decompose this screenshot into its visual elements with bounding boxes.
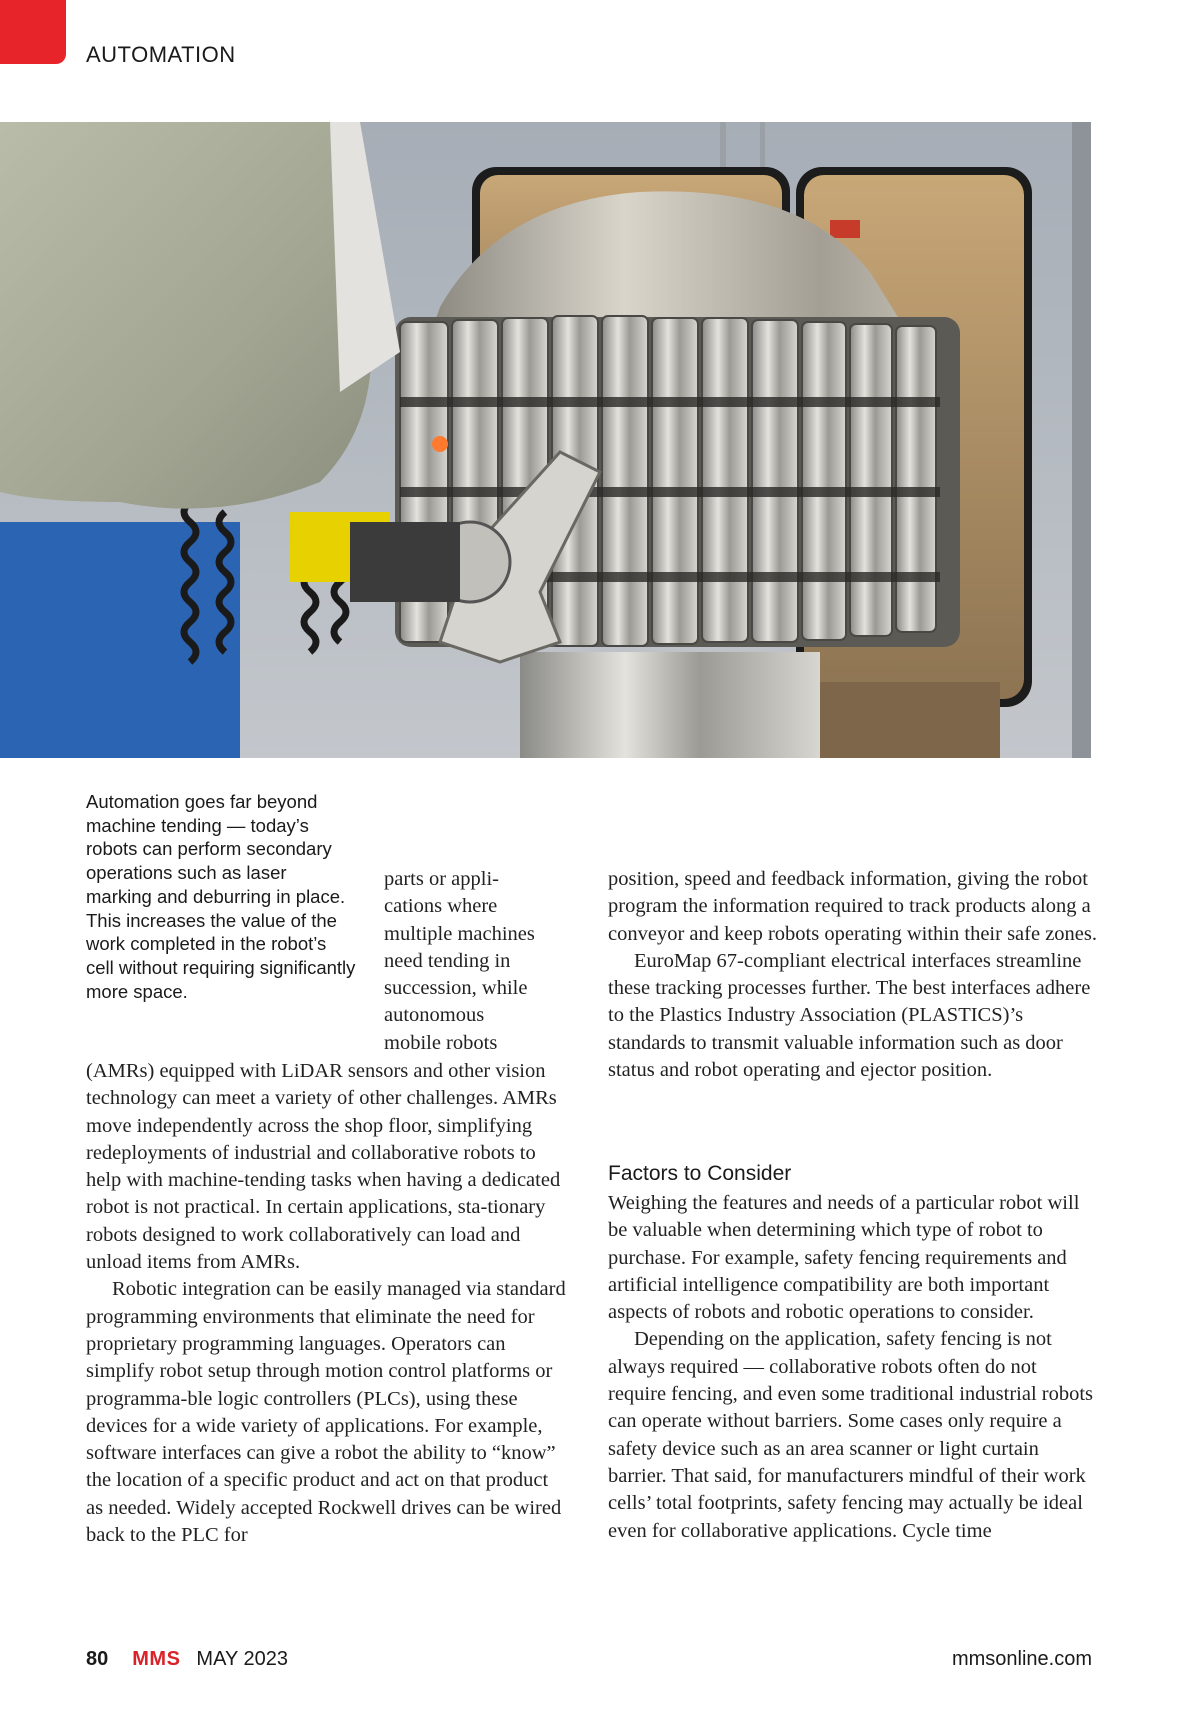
- article-photo: [0, 122, 1091, 758]
- robot-machine-tending-photo: [0, 122, 1091, 758]
- website-link[interactable]: mmsonline.com: [951, 1648, 1092, 1670]
- photo-caption: Automation goes far beyond machine tending — today’s robots can perform secondary operations such as laser marking and deburring in place. This increases the value of the work completed in the robot’s cell without requiring significantly more space.: [86, 791, 356, 1002]
- column1-line: need tending in: [384, 949, 511, 972]
- magazine-name: MMS: [132, 1648, 181, 1670]
- column1-line: multiple machines: [384, 922, 535, 945]
- column1-line: succession, while: [384, 977, 528, 1000]
- column1-line: cations where: [384, 895, 498, 918]
- page-number: 80: [86, 1648, 109, 1670]
- column1-line: autonomous: [384, 1004, 485, 1027]
- section-subhead: Factors to Consider: [608, 1162, 792, 1185]
- column2-paragraph-2: EuroMap 67-compliant electrical interfaces streamline these tracking processes further. The best interfaces adhere to the Plastics Industry Association (PLASTICS)’s standards to transmit valuable information such as door status and robot operating and ejector position.: [608, 949, 1091, 1082]
- column1-body: [86, 1058, 568, 1549]
- column2-paragraph-3: Weighing the features and needs of a particular robot will be valuable when determining which type of robot to purchase. For example, safety fencing requirements and artificial intelligence compatibility are both important aspects of robots and robotic operations to consider.: [608, 1192, 1080, 1324]
- column1-top-lines: [384, 866, 584, 1057]
- column2-paragraph-1: position, speed and feedback information, giving the robot program the information required to track products along a conveyor and keep robots operating within their safe zones.: [608, 868, 1097, 945]
- column1-line: mobile robots: [384, 1031, 498, 1054]
- section-color-tab: [0, 0, 66, 64]
- column1-paragraph-2: Robotic integration can be easily managed via standard programming environments that eliminate the need for proprietary programming languages. Operators can simplify robot setup through motion control platforms or programma-ble logic controllers (PLCs), using these devices for a wide variety of applications. For example, software interfaces can give a robot the ability to “know” the location of a specific product and act on that product as needed. Widely accepted Rockwell drives can be wired back to the PLC for: [86, 1278, 566, 1547]
- column1-paragraph-1: (AMRs) equipped with LiDAR sensors and other vision technology can meet a variety of other challenges. AMRs move independently across the shop floor, simplifying redeployments of industrial and collaborative robots to help with machine-tending tasks when having a dedicated robot is not practical. In certain applications, sta-tionary robots designed to work collaboratively can load and unload items from AMRs.: [86, 1060, 561, 1274]
- column2-top: [608, 866, 1098, 1084]
- column2-paragraph-4: Depending on the application, safety fencing is not always required — collaborative robots often do not require fencing, and even some traditional industrial robots can operate without barriers. Some cases only require a safety device such as an area scanner or light curtain barrier. That said, for manufacturers mindful of their work cells’ total footprints, safety fencing may actually be ideal even for collaborative applications. Cycle time: [608, 1328, 1094, 1542]
- footer-left: [86, 1648, 288, 1671]
- column2-bottom: [608, 1190, 1098, 1545]
- issue-date: MAY 2023: [196, 1648, 288, 1670]
- column1-line: parts or appli-: [384, 868, 499, 890]
- section-label: AUTOMATION: [86, 42, 236, 67]
